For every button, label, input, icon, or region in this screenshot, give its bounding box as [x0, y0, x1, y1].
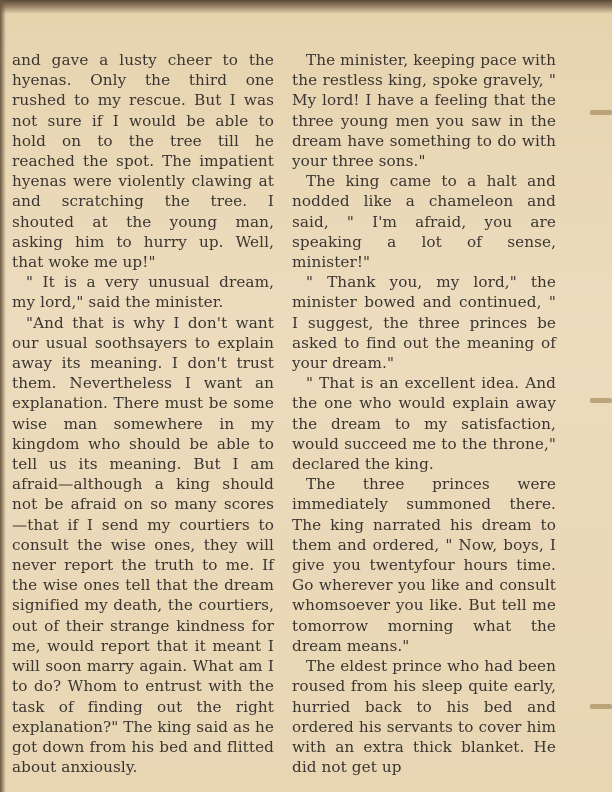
- page-top-edge: [0, 0, 612, 14]
- right-paragraph-6: The eldest prince who had been roused from his sleep quite early, hurried back to his bed and ordered his servants to cover him with an extra thick blanket. He did not get up: [292, 657, 556, 777]
- left-paragraph-1: and gave a lusty cheer to the hyenas. Only the third one rushed to my rescue. But I was not sure if I would be able to hold on to the tree till he reached the spot. The impatient hyenas were violently clawing at and scratching the tree. I shouted at the young man, asking him to hurry up. Well, that woke me up!": [12, 51, 274, 272]
- right-paragraph-5: The three princes were immediately summoned there. The king narrated his dream to them and ordered, " Now, boys, I give you twentyfour hours time. Go wherever you like and consult whomsoever you like. But tell me tomorrow morning what the dream means.": [292, 475, 556, 655]
- left-text-column: [12, 50, 274, 777]
- left-paragraph-3: "And that is why I don't want our usual soothsayers to explain away its meaning. I don't trust them. Nevertheless I want an explanation. There must be some wise man somewhere in my kingdom who should be able to tell us its meaning. But I am afraid—although a king should not be afraid on so many scores—that if I send my courtiers to consult the wise ones, they will never report the truth to me. If the wise ones tell that the dream signified my death, the courtiers, out of their strange kindness for me, would report that it meant I will soon marry again. What am I to do? Whom to entrust with the task of finding out the right explanation?" The king said as he got down from his bed and flitted about anxiously.: [12, 313, 274, 777]
- right-paragraph-3: " Thank you, my lord," the minister bowed and continued, " I suggest, the three princes be asked to find out the meaning of your dream.": [292, 273, 556, 373]
- left-paragraph-2: " It is a very unusual dream, my lord," said the minister.: [12, 273, 274, 312]
- margin-mark: [590, 110, 612, 115]
- margin-mark: [590, 704, 612, 709]
- margin-mark: [590, 398, 612, 403]
- right-paragraph-2: The king came to a halt and nodded like a chameleon and said, " I'm afraid, you are speaking a lot of sense, minister!": [292, 172, 556, 272]
- page-left-edge: [0, 0, 6, 792]
- right-text-column: [292, 50, 556, 777]
- right-paragraph-4: " That is an excellent idea. And the one who would explain away the dream to my satisfaction, would succeed me to the throne," declared the king.: [292, 374, 556, 474]
- right-paragraph-1: The minister, keeping pace with the restless king, spoke gravely, " My lord! I have a feeling that the three young men you saw in the dream have something to do with your three sons.": [292, 51, 556, 171]
